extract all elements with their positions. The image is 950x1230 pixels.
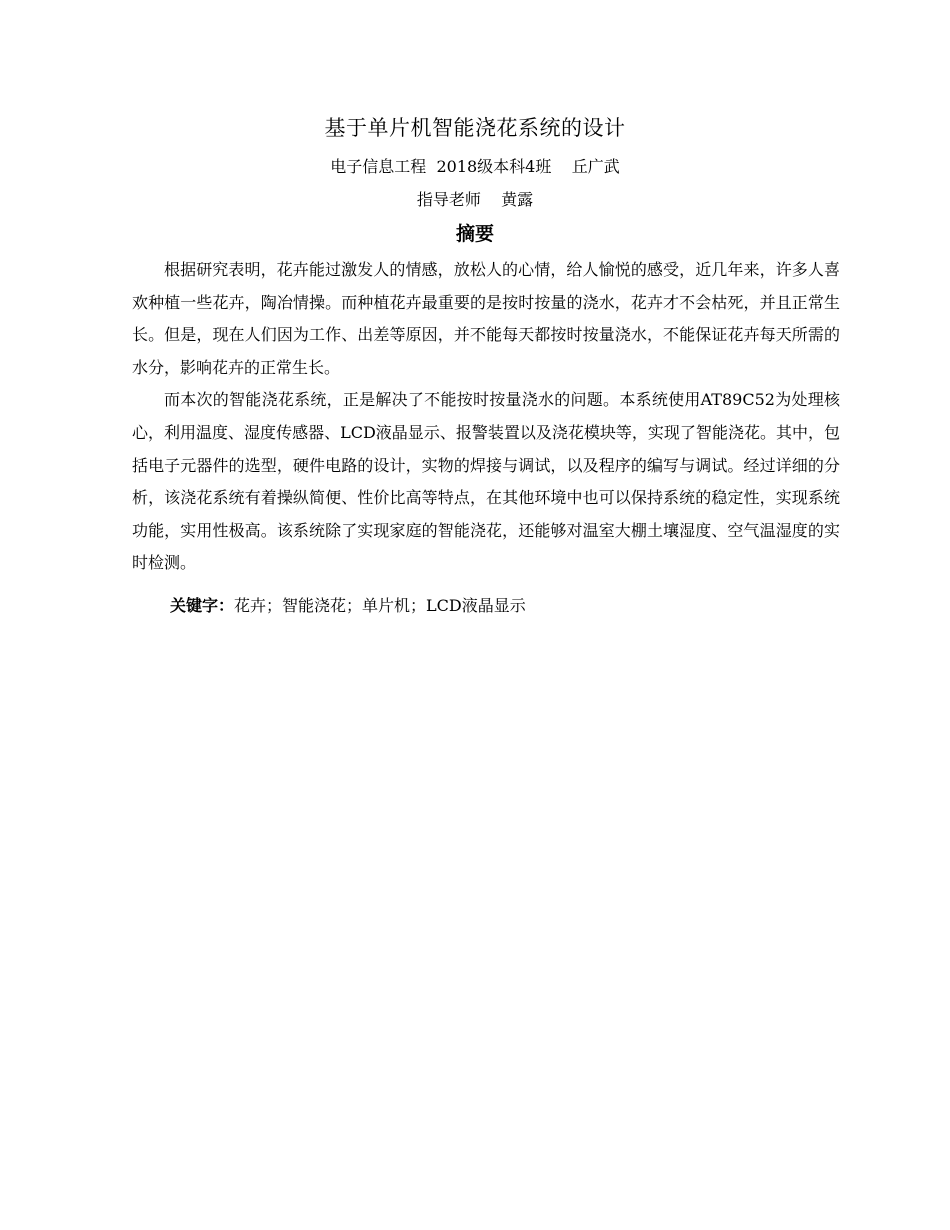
advisor-line: 指导老师 黄露: [416, 190, 534, 209]
keywords-label: 关键字：: [170, 596, 235, 615]
abstract-heading: 摘要: [455, 223, 494, 245]
abstract-paragraph: 而本次的智能浇花系统，正是解决了不能按时按量浇水的问题。本系统使用AT89C52为处理核心，利用温度、湿度传感器、LCD液晶显示、报警装置以及浇花模块等，实现了智能浇花。其中，包括电子元器件的选型，硬件电路的设计，实物的焊接与调试，以及程序的编写与调试。经过详细的分析，该浇花系统有着操纵简便、性价比高等特点，在其他环境中也可以保持系统的稳定性，实现系统功能，实用性极高。该系统除了实现家庭的智能浇花，还能够对温室大棚土壤湿度、空气温湿度的实时检测。: [132, 390, 840, 573]
abstract-body: [132, 254, 840, 580]
author-line: 电子信息工程 2018级本科4班 丘广武: [330, 157, 620, 176]
keywords-line: [170, 592, 526, 620]
abstract-paragraph: 根据研究表明，花卉能过激发人的情感，放松人的心情，给人愉悦的感受，近几年来，许多人喜欢种植一些花卉，陶冶情操。而种植花卉最重要的是按时按量的浇水，花卉才不会枯死，并且正常生长。但是，现在人们因为工作、出差等原因，并不能每天都按时按量浇水，不能保证花卉每天所需的水分，影响花卉的正常生长。: [132, 260, 840, 377]
document-title: 基于单片机智能浇花系统的设计: [324, 116, 626, 140]
keywords-text: 花卉；智能浇花；单片机；LCD液晶显示: [234, 596, 526, 615]
